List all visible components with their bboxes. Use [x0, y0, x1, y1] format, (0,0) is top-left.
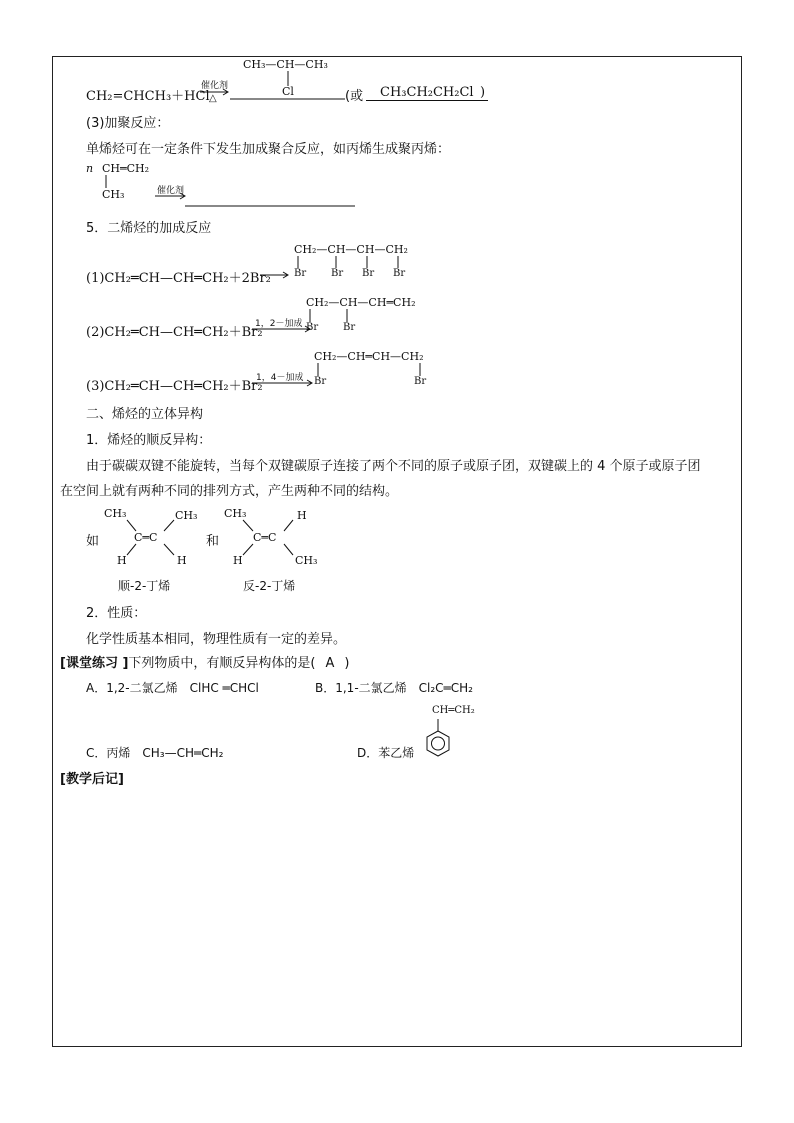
alt-product: CH₃CH₂CH₂Cl	[366, 85, 488, 101]
r2-br: Br	[306, 322, 319, 333]
hcl-product-top: CH₃—CH—CH₃	[243, 58, 328, 71]
trans-double-bond: C═C	[253, 531, 277, 544]
polymer-catalyst: 催化剂	[157, 186, 185, 196]
option-a: A．1,2-二氯乙烯 ClHC ═CHCl	[86, 681, 259, 695]
trans-bottom-left: H	[233, 554, 243, 567]
r1-br: Br	[393, 268, 406, 279]
exercise-question-line	[60, 652, 349, 671]
exercise-close: )	[344, 656, 350, 671]
r2-product-top: CH₂—CH—CH═CH₂	[306, 296, 416, 309]
trans-name: 反-2-丁烯	[243, 579, 296, 593]
r1-br: Br	[331, 268, 344, 279]
diene-heading: 5．二烯烃的加成反应	[86, 221, 212, 236]
section-title: 二、烯烃的立体异构	[86, 407, 204, 422]
heat-symbol: △	[209, 93, 217, 104]
or-open: (或	[345, 89, 364, 104]
monomer-bottom: CH₃	[102, 188, 125, 201]
cis-top-left: CH₃	[104, 507, 127, 520]
r3-product-top: CH₂—CH═CH—CH₂	[314, 350, 424, 363]
hcl-reactant: CH₂=CHCH₃＋HCl	[86, 89, 210, 104]
exercise-label: [课堂练习 ]	[60, 656, 129, 671]
polymerization-desc: 单烯烃可在一定条件下发生加成聚合反应，如丙烯生成聚丙烯：	[86, 142, 451, 157]
cis-top-right: CH₃	[175, 509, 198, 522]
isomer-desc-line1: 由于碳碳双键不能旋转，当每个双键碳原子连接了两个不同的原子或原子团，双键碳上的 4 个原子或原子团	[86, 459, 701, 474]
isomer-sub2: 2．性质：	[86, 606, 147, 621]
option-c: C．丙烯 CH₃—CH═CH₂	[86, 746, 224, 760]
he-label: 和	[206, 534, 220, 549]
exercise-answer: A	[325, 656, 335, 671]
monomer-top: CH═CH₂	[102, 162, 150, 175]
trans-top-right: H	[297, 509, 307, 522]
cis-bottom-right: H	[177, 554, 187, 567]
r3-br: Br	[314, 376, 327, 387]
ru-label: 如	[86, 534, 100, 549]
r1-br: Br	[294, 268, 307, 279]
hcl-product-cl: Cl	[282, 85, 294, 98]
isomer-sub1: 1．烯烃的顺反异构：	[86, 433, 212, 448]
option-d: D．苯乙烯	[357, 746, 415, 760]
r3-reactant: (3)CH₂═CH—CH═CH₂＋Br₂	[86, 379, 263, 394]
polymerization-heading: (3)加聚反应：	[86, 116, 170, 131]
isomer-property: 化学性质基本相同，物理性质有一定的差异。	[86, 632, 347, 647]
trans-bottom-right: CH₃	[295, 554, 318, 567]
postscript: [教学后记]	[60, 772, 124, 787]
r3-br: Br	[414, 376, 427, 387]
r1-br: Br	[362, 268, 375, 279]
r1-reactant: (1)CH₂═CH—CH═CH₂＋2Br₂	[86, 271, 271, 286]
cis-name: 顺-2-丁烯	[118, 579, 171, 593]
isomer-desc-line2: 在空间上就有两种不同的排列方式，产生两种不同的结构。	[60, 484, 399, 499]
trans-top-left: CH₃	[224, 507, 247, 520]
polymer-n: n	[86, 162, 94, 175]
r1-product-top: CH₂—CH—CH—CH₂	[294, 243, 408, 256]
cis-bottom-left: H	[117, 554, 127, 567]
option-b: B．1,1-二氯乙烯 Cl₂C═CH₂	[315, 681, 473, 695]
page-frame	[52, 56, 742, 1047]
r2-br: Br	[343, 322, 356, 333]
r2-reactant: (2)CH₂═CH—CH═CH₂＋Br₂	[86, 325, 263, 340]
or-close: )	[480, 85, 486, 100]
cis-double-bond: C═C	[134, 531, 158, 544]
r3-condition: 1，4－加成	[256, 373, 304, 383]
hcl-catalyst: 催化剂	[201, 81, 229, 91]
exercise-question: 下列物质中，有顺反异构体的是(	[128, 656, 316, 671]
styrene-group: CH═CH₂	[432, 705, 475, 716]
r2-condition: 1，2－加成	[255, 319, 303, 329]
